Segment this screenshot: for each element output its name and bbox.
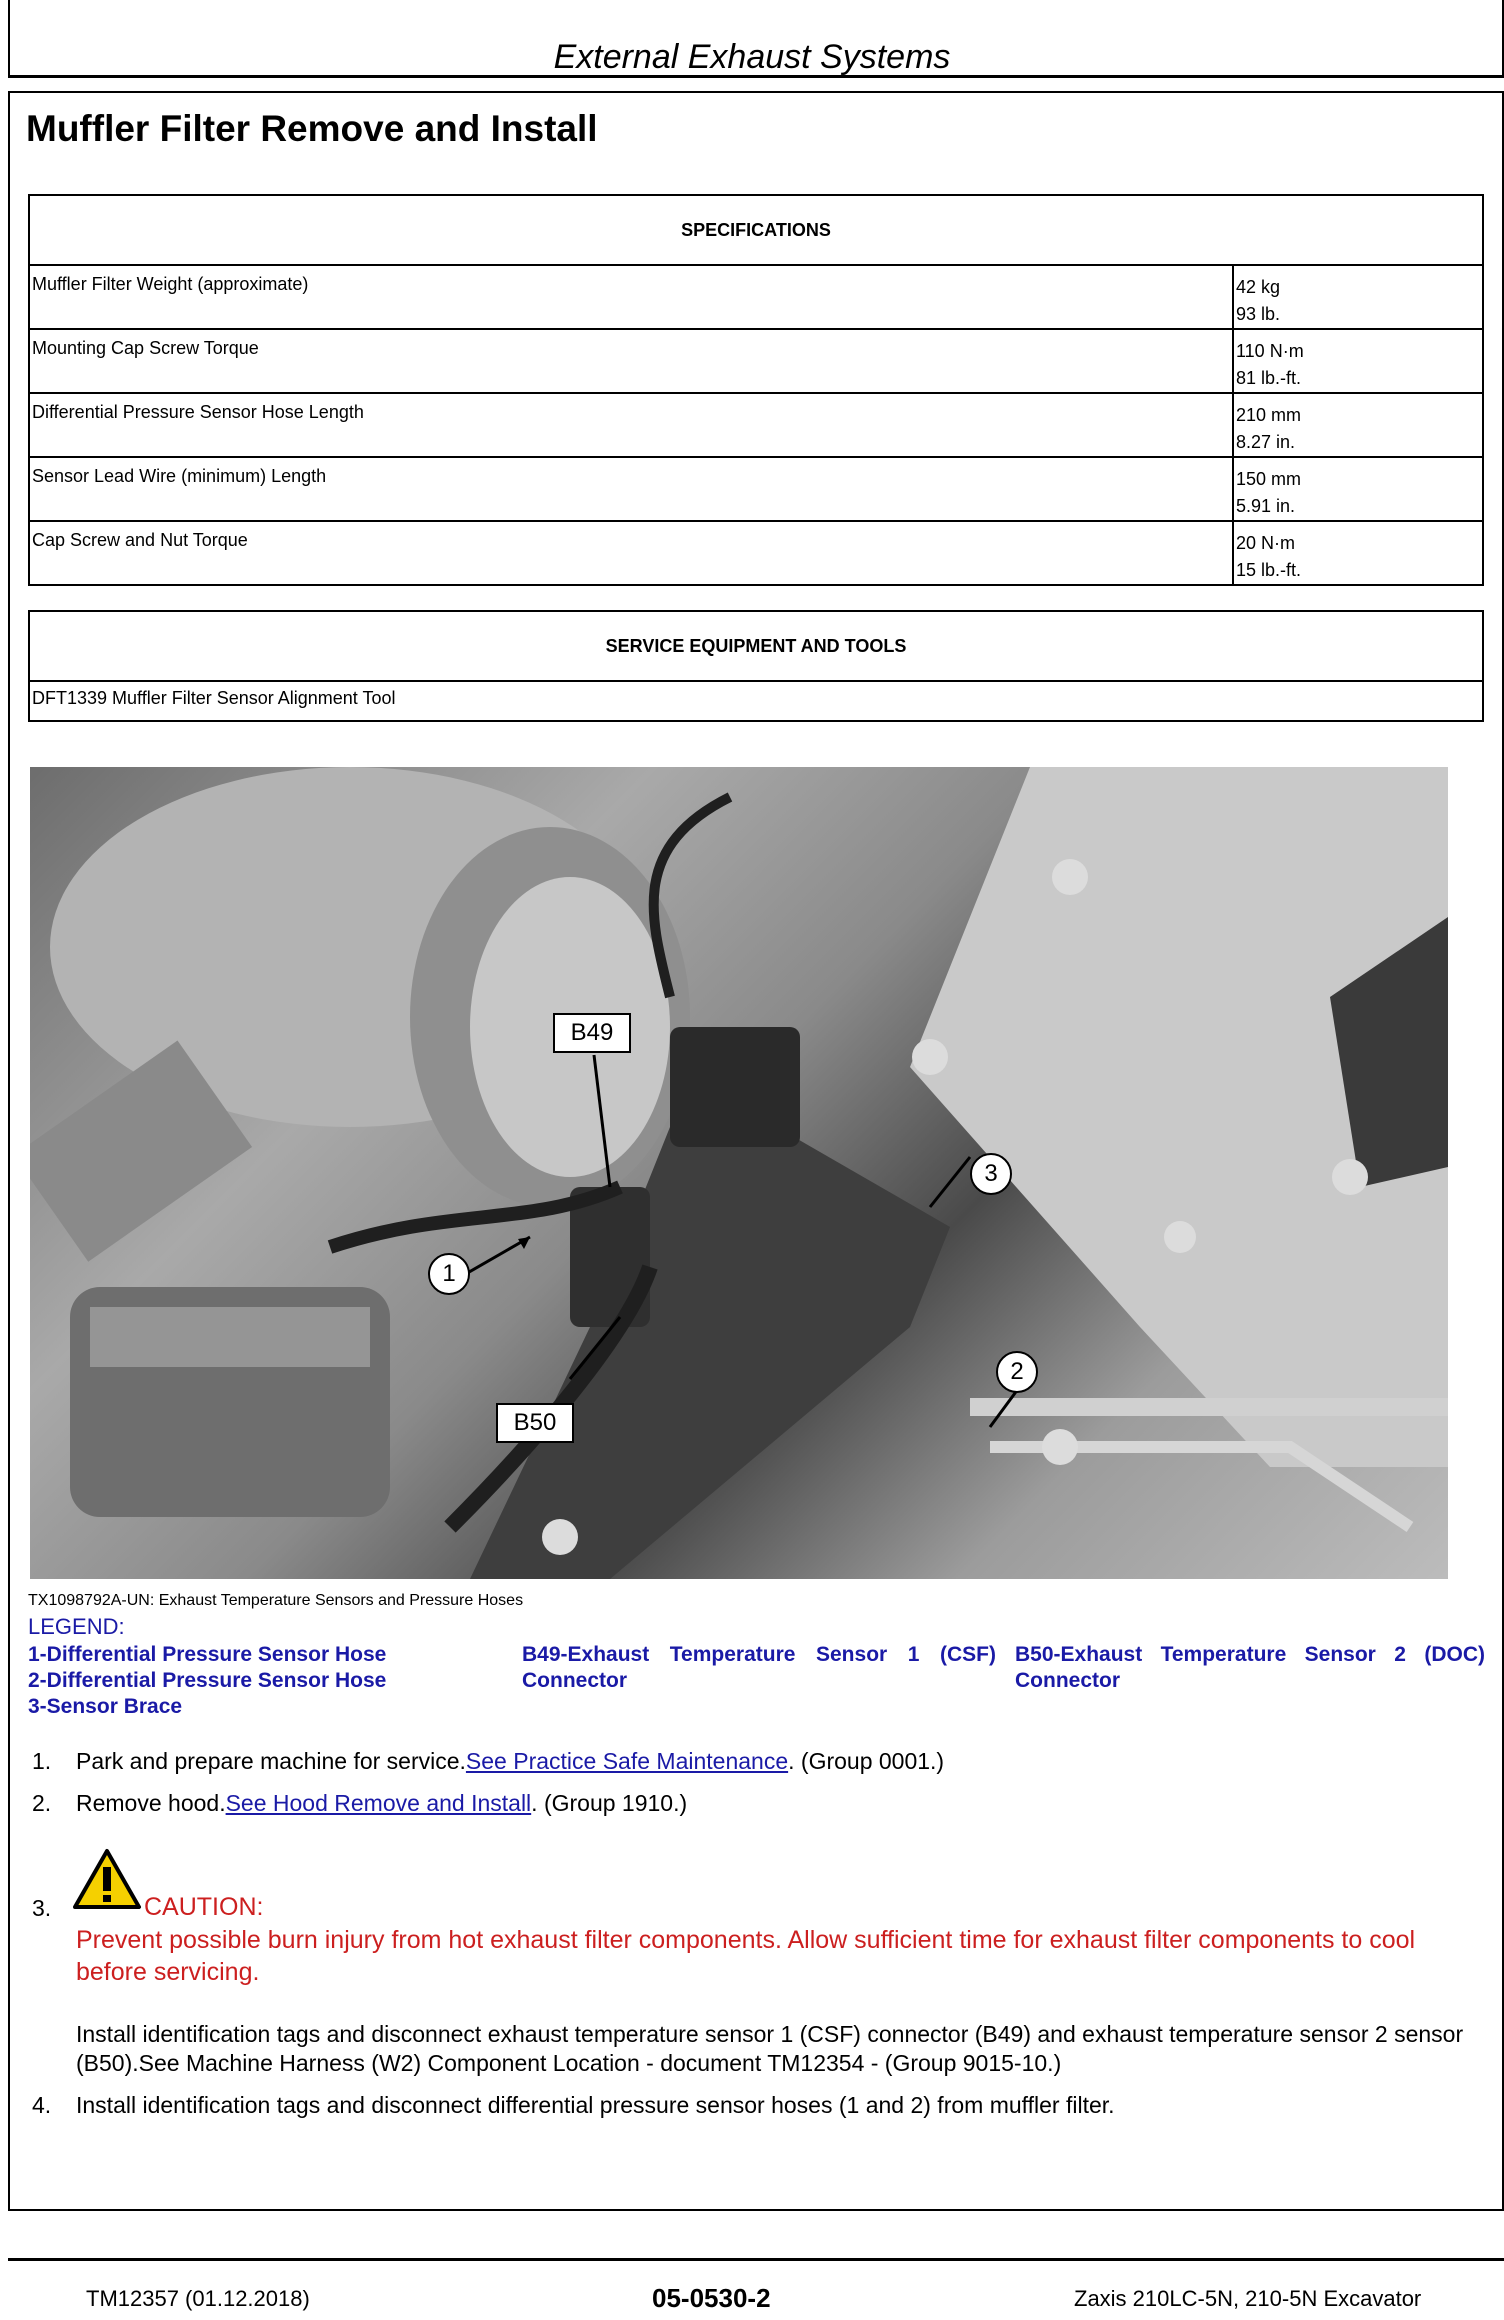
hood-remove-install-link[interactable]: See Hood Remove and Install [225, 1790, 532, 1816]
legend-item: B50-Exhaust Temperature Sensor 2 (DOC) Connector [1015, 1643, 1485, 1692]
service-tool-item: DFT1339 Muffler Filter Sensor Alignment Tool [29, 681, 1483, 721]
spec-name: Sensor Lead Wire (minimum) Length [29, 457, 1233, 521]
spec-value: 42 kg 93 lb. [1233, 265, 1483, 329]
footer-page-number: 05-0530-2 [652, 2283, 771, 2313]
step-number: 4. [32, 2092, 52, 2118]
step-3-text: Install identification tags and disconnect exhaust temperature sensor 1 (CSF) connector (B49) and exhaust temperature sensor 2 sensor (B50).See Machine Harness (W2) Component Location - document TM12354 - (Group 9015-10.) [76, 2021, 1464, 2076]
callout-b49: B49 [553, 1013, 631, 1053]
step-number: 2. [32, 1790, 52, 1816]
spec-value: 210 mm 8.27 in. [1233, 393, 1483, 457]
footer-machine-model: Zaxis 210LC-5N, 210-5N Excavator [1074, 2286, 1422, 2311]
service-tools-table [28, 610, 1484, 722]
spec-name: Cap Screw and Nut Torque [29, 521, 1233, 585]
legend-item: 2-Differential Pressure Sensor Hose [28, 1669, 387, 1692]
spec-value: 150 mm 5.91 in. [1233, 457, 1483, 521]
photo-illustration [30, 767, 1448, 1579]
spec-value: 110 N·m 81 lb.-ft. [1233, 329, 1483, 393]
step-text: Park and prepare machine for service.See Practice Safe Maintenance. (Group 0001.) [76, 1748, 945, 1774]
spec-name: Muffler Filter Weight (approximate) [29, 265, 1233, 329]
step-text: Install identification tags and disconnect differential pressure sensor hoses (1 and 2) from muffler filter. [76, 2092, 1115, 2118]
step-number: 3. [32, 1895, 52, 1921]
caution-label: CAUTION: [144, 1893, 264, 1921]
spec-row [29, 265, 1483, 329]
callout-1: 1 [428, 1253, 470, 1295]
step-text: Remove hood.See Hood Remove and Install. (Group 1910.) [76, 1790, 688, 1816]
exhaust-sensors-photo [30, 767, 1448, 1579]
connector-b49 [670, 1027, 800, 1147]
legend-column-1 [28, 1642, 468, 1720]
specifications-heading: SPECIFICATIONS [29, 195, 1483, 265]
caution-text: Prevent possible burn injury from hot exhaust filter components. Allow sufficient time for exhaust filter components to cool before servicing. [76, 1926, 1416, 1986]
spec-row [29, 521, 1483, 585]
legend-item: 3-Sensor Brace [28, 1695, 183, 1718]
callout-2: 2 [996, 1351, 1038, 1393]
service-tools-heading: SERVICE EQUIPMENT AND TOOLS [29, 611, 1483, 681]
spec-row [29, 393, 1483, 457]
section-title: External Exhaust Systems [553, 38, 951, 76]
callout-3: 3 [970, 1153, 1012, 1195]
step-number: 1. [32, 1748, 52, 1774]
warning-triangle-icon [72, 1848, 142, 1910]
footer-document-id: TM12357 (01.12.2018) [86, 2286, 310, 2311]
spec-name: Differential Pressure Sensor Hose Length [29, 393, 1233, 457]
spec-name: Mounting Cap Screw Torque [29, 329, 1233, 393]
legend-item: 1-Differential Pressure Sensor Hose [28, 1643, 387, 1666]
callout-b50: B50 [496, 1403, 574, 1443]
page-title: Muffler Filter Remove and Install [26, 108, 598, 149]
practice-safe-maintenance-link[interactable]: See Practice Safe Maintenance [465, 1748, 789, 1774]
legend-heading: LEGEND: [28, 1614, 125, 1639]
spec-row [29, 329, 1483, 393]
legend-item: B49-Exhaust Temperature Sensor 1 (CSF) Connector [522, 1643, 996, 1692]
figure-caption: TX1098792A-UN: Exhaust Temperature Sensors and Pressure Hoses [28, 1592, 524, 1609]
specifications-table [28, 194, 1484, 586]
spec-row [29, 457, 1483, 521]
footer-divider [8, 2258, 1504, 2261]
spec-value: 20 N·m 15 lb.-ft. [1233, 521, 1483, 585]
